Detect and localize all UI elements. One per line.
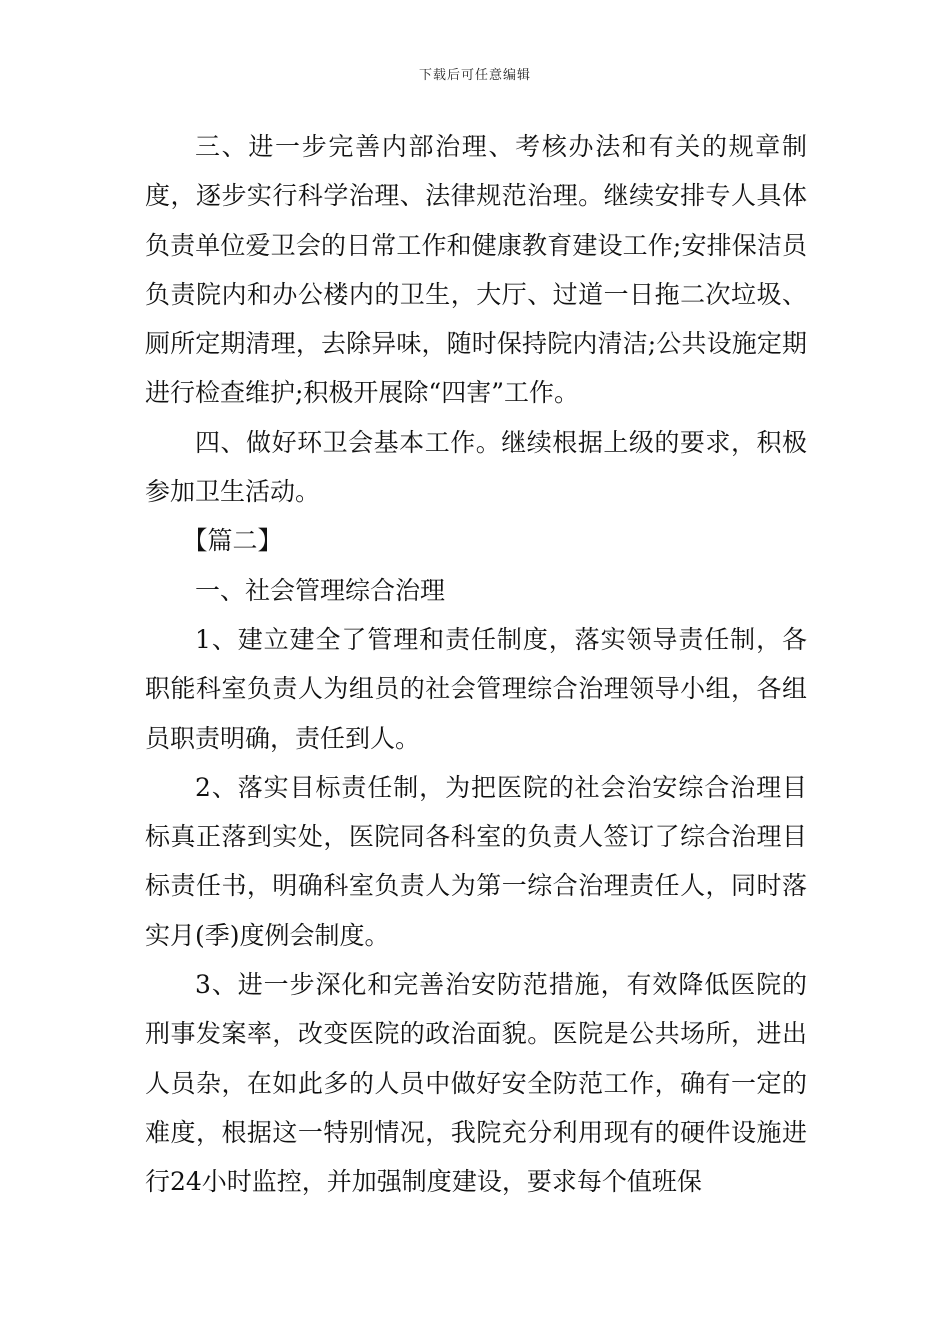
section-heading-social-management: 一、社会管理综合治理 bbox=[195, 575, 446, 605]
paragraph-item-one: 1、建立建全了管理和责任制度，落实领导责任制，各职能科室负责人为组员的社会管理综合治理领导小组，各组员职责明确，责任到人。 bbox=[145, 624, 807, 753]
paragraph-section-four: 四、做好环卫会基本工作。继续根据上级的要求，积极参加卫生活动。 bbox=[145, 427, 807, 507]
page-header: 下载后可任意编辑 bbox=[418, 68, 531, 83]
paragraph-section-three: 三、进一步完善内部治理、考核办法和有关的规章制度，逐步实行科学治理、法律规范治理。继续安排专人具体负责单位爱卫会的日常工作和健康教育建设工作;安排保洁员负责院内和办公楼内的卫生，大厅、过道一日拖二次垃圾、厕所定期清理，去除异味，随时保持院内清洁;公共设施定期进行检查维护;积极开展除“四害”工作。 bbox=[145, 132, 807, 408]
paragraph-item-three: 3、进一步深化和完善治安防范措施，有效降低医院的刑事发案率，改变医院的政治面貌。医院是公共场所，进出人员杂，在如此多的人员中做好安全防范工作，确有一定的难度，根据这一特别情况，我院充分利用现有的硬件设施进行24小时监控，并加强制度建设，要求每个值班保 bbox=[145, 970, 807, 1197]
part-two-heading: 【篇二】 bbox=[182, 526, 283, 556]
paragraph-item-two: 2、落实目标责任制，为把医院的社会治安综合治理目标真正落到实处，医院同各科室的负责人签订了综合治理目标责任书，明确科室负责人为第一综合治理责任人，同时落实月(季)度例会制度。 bbox=[145, 772, 807, 950]
document-body bbox=[145, 122, 807, 1207]
